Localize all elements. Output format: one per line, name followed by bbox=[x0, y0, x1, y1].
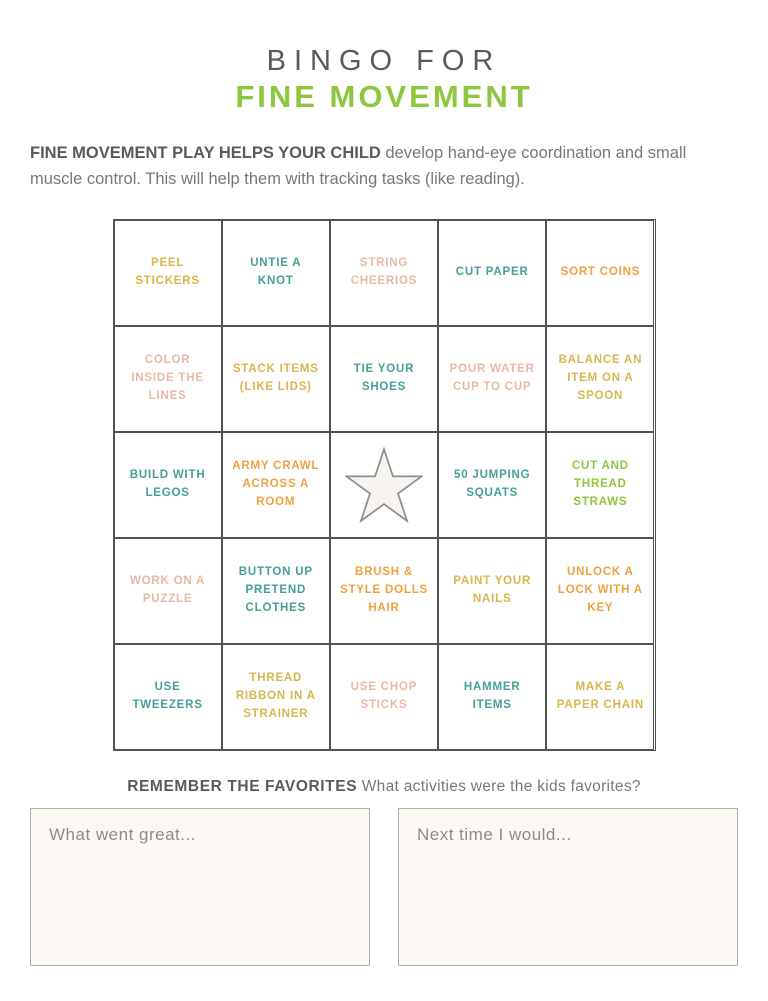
bingo-cell-label: BALANCE AN ITEM ON A SPOON bbox=[558, 354, 643, 403]
bingo-cell bbox=[438, 538, 546, 644]
bingo-cell-label: UNLOCK A LOCK WITH A KEY bbox=[557, 566, 643, 615]
bingo-cell-label: HAMMER ITEMS bbox=[463, 681, 521, 712]
bingo-cell-label: 50 JUMPING SQUATS bbox=[454, 469, 531, 500]
intro-regular-text: develop hand-eye coordination and small muscle control. This will help them with tracking tasks (like reading). bbox=[30, 144, 687, 188]
bingo-cell-label: STACK ITEMS (LIKE LIDS) bbox=[232, 363, 319, 394]
bingo-cell bbox=[114, 326, 222, 432]
bingo-cell bbox=[330, 644, 438, 750]
bingo-cell-label: ARMY CRAWL ACROSS A ROOM bbox=[232, 460, 320, 509]
bingo-cell-label: BUTTON UP PRETEND CLOTHES bbox=[238, 566, 313, 615]
bingo-cell bbox=[114, 220, 222, 326]
bingo-cell bbox=[114, 644, 222, 750]
bingo-cell-label: WORK ON A PUZZLE bbox=[130, 575, 206, 606]
next-time-box[interactable] bbox=[398, 808, 738, 966]
bingo-cell bbox=[546, 326, 654, 432]
bingo-cell bbox=[438, 644, 546, 750]
free-space-cell bbox=[330, 432, 438, 538]
bingo-cell-label: USE TWEEZERS bbox=[132, 681, 203, 712]
bingo-cell-label: SORT COINS bbox=[560, 266, 641, 279]
what-went-great-box[interactable] bbox=[30, 808, 370, 966]
note-box-placeholder: What went great... bbox=[49, 825, 196, 845]
notes-section bbox=[30, 808, 738, 966]
bingo-cell-label: PAINT YOUR NAILS bbox=[453, 575, 532, 606]
bingo-cell bbox=[546, 644, 654, 750]
bingo-cell-label: THREAD RIBBON IN A STRAINER bbox=[235, 672, 316, 721]
bingo-cell-label: STRING CHEERIOS bbox=[350, 257, 418, 288]
bingo-cell-label: COLOR INSIDE THE LINES bbox=[131, 354, 204, 403]
bingo-cell-label: UNTIE A KNOT bbox=[250, 257, 302, 288]
bingo-cell bbox=[546, 538, 654, 644]
favorites-heading bbox=[0, 778, 768, 796]
bingo-cell-label: USE CHOP STICKS bbox=[350, 681, 418, 712]
bingo-cell bbox=[330, 220, 438, 326]
bingo-cell-label: MAKE A PAPER CHAIN bbox=[556, 681, 644, 712]
bingo-cell-label: PEEL STICKERS bbox=[135, 257, 200, 288]
bingo-cell-label: CUT AND THREAD STRAWS bbox=[571, 460, 629, 509]
bingo-cell bbox=[222, 538, 330, 644]
favorites-regular-text: What activities were the kids favorites? bbox=[357, 778, 641, 796]
intro-bold-text: FINE MOVEMENT PLAY HELPS YOUR CHILD bbox=[30, 144, 381, 163]
bingo-cell-label: TIE YOUR SHOES bbox=[353, 363, 415, 394]
bingo-cell bbox=[114, 432, 222, 538]
star-icon bbox=[345, 446, 423, 524]
bingo-cell-label: POUR WATER CUP TO CUP bbox=[449, 363, 535, 394]
title-line-2: FINE MOVEMENT bbox=[235, 78, 533, 114]
bingo-cell bbox=[546, 220, 654, 326]
page-title bbox=[0, 0, 768, 115]
bingo-cell bbox=[114, 538, 222, 644]
title-line-1: BINGO FOR bbox=[266, 45, 502, 77]
bingo-cell bbox=[546, 432, 654, 538]
bingo-cell bbox=[222, 220, 330, 326]
bingo-cell bbox=[438, 220, 546, 326]
bingo-cell-label: CUT PAPER bbox=[455, 266, 529, 279]
intro-paragraph bbox=[30, 141, 738, 192]
bingo-cell bbox=[222, 644, 330, 750]
bingo-cell bbox=[222, 326, 330, 432]
bingo-cell-label: BRUSH & STYLE DOLLS HAIR bbox=[339, 566, 428, 615]
bingo-cell bbox=[330, 538, 438, 644]
bingo-cell bbox=[222, 432, 330, 538]
note-box-placeholder: Next time I would... bbox=[417, 825, 572, 845]
favorites-bold-text: REMEMBER THE FAVORITES bbox=[127, 778, 358, 796]
bingo-cell-label: BUILD WITH LEGOS bbox=[129, 469, 206, 500]
bingo-grid bbox=[113, 219, 656, 751]
bingo-cell bbox=[438, 326, 546, 432]
bingo-cell bbox=[438, 432, 546, 538]
bingo-cell bbox=[330, 326, 438, 432]
